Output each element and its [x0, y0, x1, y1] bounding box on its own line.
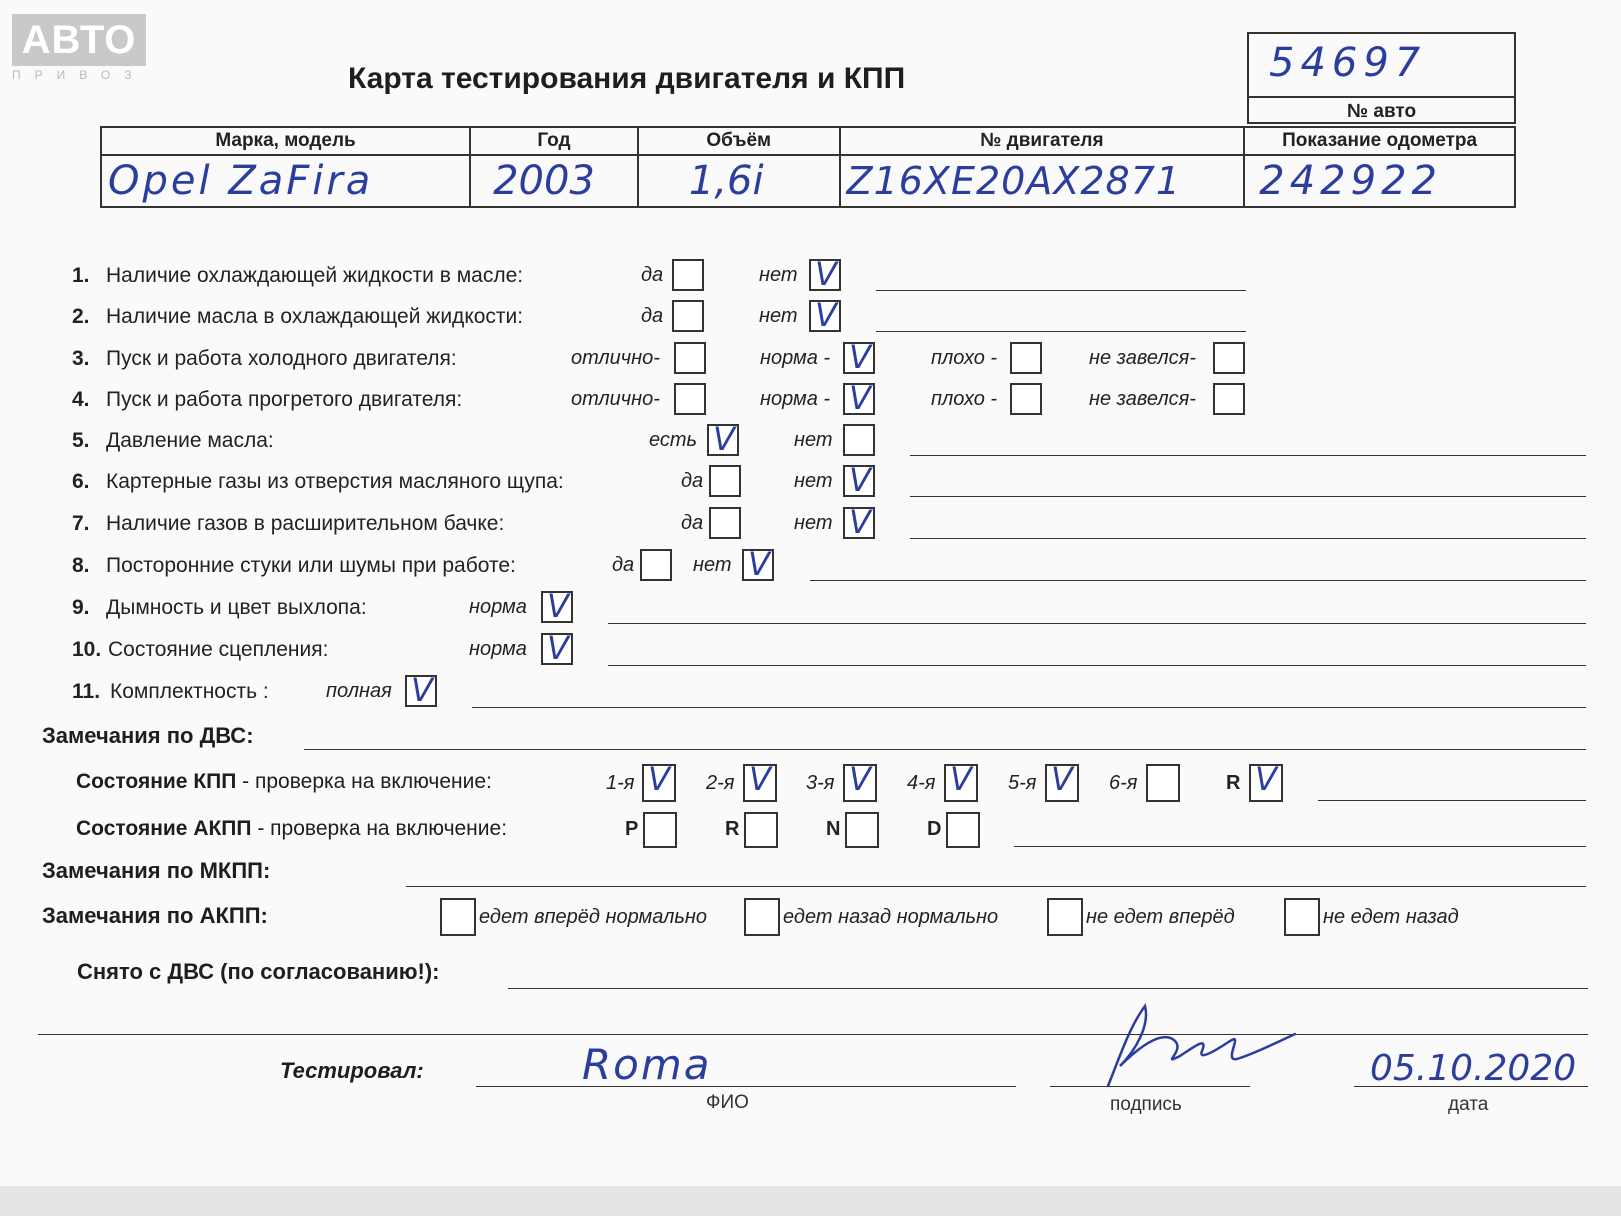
item-question: Наличие охлаждающей жидкости в масле: [106, 264, 524, 287]
remarks-dvs-label: Замечания по ДВС: [42, 723, 254, 748]
check-mark: V [749, 760, 771, 798]
checkbox-checked[interactable] [405, 671, 437, 709]
option-label: отлично- [571, 347, 660, 369]
item-number: 8. [72, 554, 90, 577]
item-question: Состояние сцепления: [108, 638, 329, 661]
mode-label: D [927, 818, 942, 840]
avtoprivoz-logo [12, 14, 146, 82]
item-question: Пуск и работа прогретого двигателя: [106, 388, 463, 411]
signature-caption: подпись [1110, 1094, 1182, 1115]
checkbox-checked[interactable] [843, 379, 875, 417]
item-number: 5. [72, 429, 90, 452]
check-mark: V [950, 760, 972, 798]
tested-by-label: Тестировал: [280, 1058, 424, 1083]
option-label: отлично- [571, 388, 660, 410]
gear-checkbox[interactable] [1146, 764, 1180, 802]
remarks-mkpp-label: Замечания по МКПП: [42, 858, 271, 883]
checkbox-checked[interactable] [541, 587, 573, 625]
checkbox[interactable] [1010, 383, 1042, 415]
option-label: плохо - [931, 347, 998, 369]
odometer-value: 242922 [1244, 155, 1515, 207]
item-question: Посторонние стуки или шумы при работе: [106, 554, 516, 577]
drive-forward-ok-checkbox[interactable] [440, 898, 476, 936]
option-label: да [681, 512, 704, 534]
checkbox[interactable] [640, 549, 672, 581]
test-date: 05.10.2020 [1370, 1048, 1577, 1089]
check-mark: V [1051, 760, 1073, 798]
vehicle-info-table [100, 126, 1516, 208]
option-label: плохо - [931, 388, 998, 410]
gear-label: 5-я [1008, 772, 1037, 794]
option-label: не едет вперёд [1086, 906, 1235, 928]
kpp-answer-line [1318, 800, 1586, 801]
checkbox[interactable] [1213, 383, 1245, 415]
option-label: да [681, 470, 704, 492]
checkbox[interactable] [1213, 342, 1245, 374]
check-mark: V [547, 587, 569, 625]
option-label: норма - [760, 347, 831, 369]
no-drive-forward-checkbox[interactable] [1047, 898, 1083, 936]
check-mark: V [748, 545, 770, 583]
col-header-year: Год [470, 127, 638, 155]
answer-line [910, 496, 1586, 497]
auto-number-label: № авто [1249, 96, 1514, 126]
col-header-engine-no: № двигателя [840, 127, 1245, 155]
akpp-label [76, 817, 507, 841]
checkbox[interactable] [674, 342, 706, 374]
date-line[interactable] [1354, 1086, 1588, 1087]
checkbox[interactable] [672, 300, 704, 332]
gear-checkbox-checked[interactable] [1249, 760, 1283, 802]
option-label: нет [794, 512, 833, 534]
check-mark: V [849, 379, 871, 417]
checkbox-checked[interactable] [742, 545, 774, 583]
kpp-label-bold: Состояние КПП [76, 770, 237, 793]
check-mark: V [547, 629, 569, 667]
gear-label: R [1226, 772, 1241, 794]
remarks-dvs-line[interactable] [304, 749, 1586, 750]
akpp-label-rest: - проверка на включение: [251, 817, 508, 840]
name-line[interactable] [476, 1086, 1016, 1087]
logo-main: АВТО [12, 14, 146, 66]
checkbox-checked[interactable] [843, 338, 875, 376]
check-mark: V [849, 503, 871, 541]
divider-line [38, 1034, 1588, 1035]
checkbox[interactable] [1010, 342, 1042, 374]
gear-checkbox-checked[interactable] [743, 760, 777, 802]
answer-line [608, 623, 1586, 624]
gear-checkbox-checked[interactable] [1045, 760, 1079, 802]
option-label: не завелся- [1089, 347, 1196, 369]
logo-sub: ПРИВОЗ [12, 68, 146, 82]
item-number: 1. [72, 264, 90, 287]
checkbox-checked[interactable] [541, 629, 573, 667]
option-label: норма - [760, 388, 831, 410]
checkbox[interactable] [709, 507, 741, 539]
checkbox-checked[interactable] [843, 503, 875, 541]
no-drive-backward-checkbox[interactable] [1284, 898, 1320, 936]
name-caption: ФИО [706, 1092, 749, 1113]
mode-checkbox[interactable] [946, 812, 980, 848]
volume-value: 1,6i [638, 155, 840, 207]
year-value: 2003 [470, 155, 638, 207]
model-value: Opel ZaFira [101, 155, 470, 207]
mode-checkbox[interactable] [845, 812, 879, 848]
gear-label: 1-я [606, 772, 635, 794]
option-label: нет [759, 305, 798, 327]
checkbox-checked[interactable] [843, 461, 875, 499]
item-question: Пуск и работа холодного двигателя: [106, 347, 457, 370]
item-question: Наличие газов в расширительном бачке: [106, 512, 505, 535]
gear-checkbox-checked[interactable] [843, 760, 877, 802]
removed-from-engine-label: Снято с ДВС (по согласованию!): [77, 959, 440, 984]
check-mark: V [713, 420, 735, 458]
answer-line [608, 665, 1586, 666]
check-mark: V [1255, 760, 1277, 798]
answer-line [910, 455, 1586, 456]
mode-checkbox[interactable] [643, 812, 677, 848]
item-question: Картерные газы из отверстия масляного щупа: [106, 470, 564, 493]
gear-checkbox-checked[interactable] [944, 760, 978, 802]
option-label: не едет назад [1323, 906, 1459, 928]
checkbox-checked[interactable] [707, 420, 739, 458]
col-header-model: Марка, модель [101, 127, 470, 155]
answer-line [910, 538, 1586, 539]
auto-number-value: 54697 [1269, 40, 1427, 86]
check-mark: V [849, 461, 871, 499]
item-number: 9. [72, 596, 90, 619]
gear-label: 3-я [806, 772, 835, 794]
removed-line[interactable] [508, 988, 1588, 989]
tester-name: Roma [582, 1040, 712, 1089]
auto-number-box [1247, 32, 1516, 124]
drive-backward-ok-checkbox[interactable] [744, 898, 780, 936]
option-label: норма [469, 596, 527, 618]
item-number: 11. [72, 680, 101, 703]
check-mark: V [849, 760, 871, 798]
item-number: 6. [72, 470, 90, 493]
option-label: норма [469, 638, 527, 660]
col-header-odometer: Показание одометра [1244, 127, 1515, 155]
item-number: 7. [72, 512, 90, 535]
option-label: нет [693, 554, 732, 576]
date-caption: дата [1448, 1094, 1489, 1115]
check-mark: V [815, 296, 837, 334]
signature-line[interactable] [1050, 1086, 1250, 1087]
gear-label: 4-я [907, 772, 936, 794]
item-question: Давление масла: [106, 429, 274, 452]
answer-line [876, 331, 1246, 332]
gear-label: 2-я [706, 772, 735, 794]
gear-checkbox-checked[interactable] [642, 760, 676, 802]
answer-line [472, 707, 1586, 708]
option-label: да [612, 554, 635, 576]
item-number: 3. [72, 347, 90, 370]
option-label: нет [794, 429, 833, 451]
remarks-akpp-label: Замечания по АКПП: [42, 903, 268, 928]
check-mark: V [648, 760, 670, 798]
gear-label: 6-я [1109, 772, 1138, 794]
answer-line [810, 580, 1586, 581]
checkbox-checked[interactable] [809, 296, 841, 334]
item-number: 2. [72, 305, 90, 328]
mode-label: P [625, 818, 639, 840]
item-question: Дымность и цвет выхлопа: [106, 596, 367, 619]
kpp-label [76, 770, 492, 794]
akpp-label-bold: Состояние АКПП [76, 817, 252, 840]
page-title: Карта тестирования двигателя и КПП [348, 62, 906, 95]
option-label: есть [649, 429, 698, 451]
option-label: да [641, 305, 664, 327]
remarks-mkpp-line[interactable] [406, 886, 1586, 887]
akpp-answer-line [1014, 846, 1586, 847]
item-number: 10. [72, 638, 102, 661]
mode-label: R [725, 818, 740, 840]
option-label: нет [794, 470, 833, 492]
kpp-label-rest: - проверка на включение: [236, 770, 492, 793]
item-number: 4. [72, 388, 90, 411]
item-question: Комплектность : [110, 680, 269, 703]
option-label: не завелся- [1089, 388, 1196, 410]
checkbox-checked[interactable] [809, 255, 841, 293]
option-label: едет назад нормально [783, 906, 999, 928]
check-mark: V [815, 255, 837, 293]
option-label: полная [326, 680, 392, 702]
checkbox[interactable] [672, 259, 704, 291]
item-question: Наличие масла в охлаждающей жидкости: [106, 305, 524, 328]
engine-no-value: Z16XE20AX2871 [840, 155, 1245, 207]
check-mark: V [411, 671, 433, 709]
checkbox[interactable] [674, 383, 706, 415]
mode-checkbox[interactable] [744, 812, 778, 848]
option-label: да [641, 264, 664, 286]
checkbox[interactable] [709, 465, 741, 497]
option-label: нет [759, 264, 798, 286]
col-header-volume: Объём [638, 127, 840, 155]
mode-label: N [826, 818, 841, 840]
answer-line [876, 290, 1246, 291]
check-mark: V [849, 338, 871, 376]
option-label: едет вперёд нормально [479, 906, 708, 928]
handwritten-signature [1090, 996, 1300, 1094]
checkbox[interactable] [843, 424, 875, 456]
